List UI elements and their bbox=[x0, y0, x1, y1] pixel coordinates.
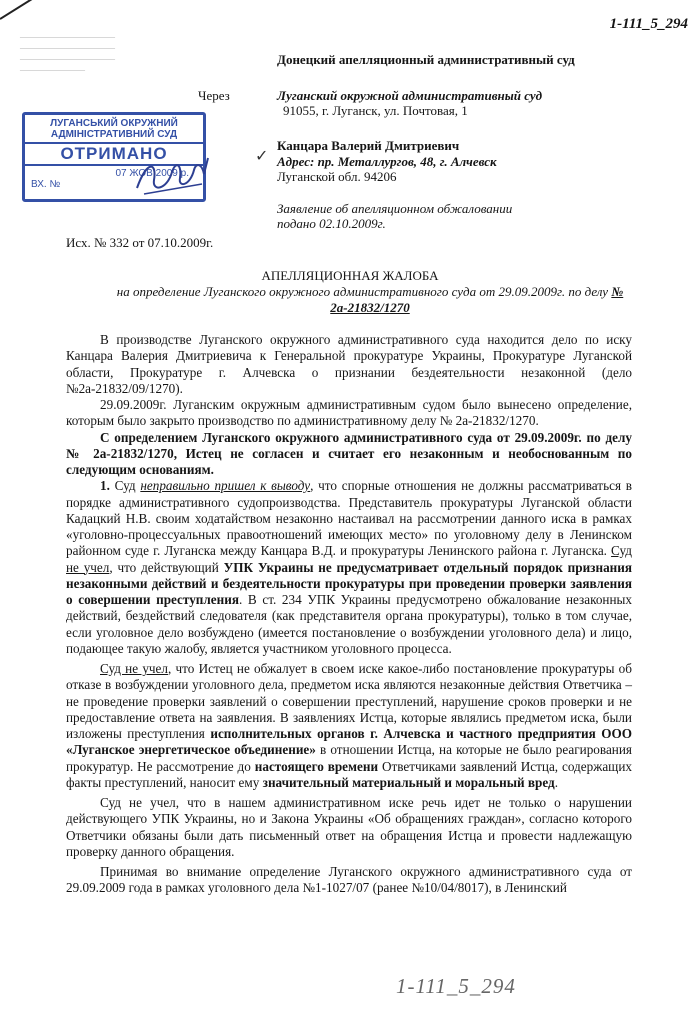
outgoing-number: Исх. № 332 от 07.10.2009г. bbox=[66, 235, 214, 250]
court-address: 91055, г. Луганск, ул. Почтовая, 1 bbox=[283, 103, 468, 118]
stamp-received-label: ОТРИМАНО bbox=[25, 142, 203, 166]
paragraph: 29.09.2009г. Луганским окружным административным судом было вынесено определение, которым было закрыто производство по административному делу № 2а-21832/1270. bbox=[66, 397, 632, 429]
faded-line: ___________________ bbox=[20, 50, 115, 61]
handwritten-signature bbox=[132, 150, 212, 200]
first-instance-court-name: Луганский окружной административный суд bbox=[277, 88, 543, 103]
paragraph-argument-2: Суд не учел, что Истец не обжалует в своем иске какое-либо постановление прокуратуры об отказе в возбуждении уголовного дела, предметом иска являются незаконные действия Ответчика – не проведение проверки заявлений о совершении преступлений, нарушение сроков проверки и не предоставление ответа на заявления. В заявлениях Истца, которые являлись предметом иска, были изложены преступления исполнительных органов г. Алчевска и частного предприятия ООО «Луганское энергетическое объединение» в отношении Истца, на которые не было реагирования прокуратур. Не рассмотрение до настоящего времени Ответчиками заявлений Истца, содержащих факты преступлений, наносит ему значительный материальный и моральный вред. bbox=[66, 661, 632, 790]
applicant-region: Луганской обл. 94206 bbox=[277, 169, 397, 184]
via-label: Через bbox=[198, 88, 230, 103]
stamp-line: ЛУГАНСЬКИЙ ОКРУЖНИЙ bbox=[50, 118, 178, 129]
stamp-line: АДМІНІСТРАТИВНИЙ СУД bbox=[50, 129, 178, 140]
pen-stroke-mark bbox=[0, 0, 34, 20]
faded-line: ___________________ bbox=[20, 39, 115, 50]
faded-line: _____________ bbox=[20, 61, 85, 72]
filing-note: Заявление об апелляционном обжаловании bbox=[277, 201, 513, 216]
paragraph: В производстве Луганского окружного административного суда находится дело по иску Канцара Валерия Дмитриевича к Генеральной прокуратуре Украины, Прокуратуре Луганской области, Прокуратуре г. Алчевска о признании бездеятельности незаконной (дело №2а-21832/09/1270). bbox=[66, 332, 632, 396]
document-title: АПЕЛЛЯЦИОННАЯ ЖАЛОБА bbox=[261, 268, 439, 283]
document-body bbox=[66, 332, 632, 897]
appeal-court-name: Донецкий апелляционный административный суд bbox=[277, 52, 575, 67]
paragraph: Суд не учел, что в нашем административном иске речь идет не только о нарушении действующего УПК Украины, но и Закона Украины «Об обращениях граждан», согласно которого Ответчики обязаны были дать письменный ответ на обращения Истца и провести надлежащую проверку данного обращения. bbox=[66, 795, 632, 859]
paragraph-argument-1: 1. Суд неправильно пришел к выводу, что спорные отношения не должны рассматриваться в порядке административного судопроизводства. Представитель прокуратуры Луганской области Кадацкий Н.В. своим ходатайством незаконно настаивал на рассмотрении данного иска в рамках «уголовно-процессуальных правоотношений имеющих место» по уголовному делу в Ленинском районном суде г. Луганска между Канцара В.Д. и прокуратуры Ленинского района г. Луганска. Суд не учел, что действующий УПК Украины не предусматривает отдельный порядок признания незаконными действий и бездеятельности прокуратуры при проведении проверки заявления о совершении преступления. В ст. 234 УПК Украины предусмотрено обжалование незаконных действий, бездействий следователя (как представителя органа прокуратуры), только в том случае, если уголовное дело возбуждено (имеется постановление о возбуждении уголовного дела) и лицо, подающее такую жалобу, является участником уголовного процесса. bbox=[66, 478, 633, 656]
paragraph: Принимая во внимание определение Луганского окружного административного суда от 29.09.2009 года в рамках уголовного дела №1-1027/07 (ранее №10/04/8017), в Ленинский bbox=[66, 864, 632, 896]
subtitle-text: на определение Луганского окружного административного суда от 29.09.2009г. по делу bbox=[116, 284, 612, 299]
applicant-name: Канцара Валерий Дмитриевич bbox=[277, 138, 460, 153]
paragraph-disagreement: С определением Луганского окружного административного суда от 29.09.2009г. по делу № 2а-21832/1270, Истец не согласен и считает его незаконным и необоснованным по следующим основаниям. bbox=[66, 429, 632, 477]
applicant-address: Адрес: пр. Металлургов, 48, г. Алчевск bbox=[277, 154, 497, 169]
check-mark: ✓ bbox=[255, 148, 269, 165]
filing-date-note: подано 02.10.2009г. bbox=[277, 216, 386, 231]
stamp-date: 07 ЖОВ 2009 р. bbox=[115, 168, 189, 179]
document-subtitle bbox=[110, 284, 630, 316]
stamp-incoming-number: ВХ. № bbox=[31, 179, 61, 190]
document-number: 1-111_5_294 bbox=[609, 16, 688, 32]
faded-background-text bbox=[20, 28, 210, 72]
case-number: № 2а-21832/1270 bbox=[330, 284, 624, 315]
faded-line: ___________________ bbox=[20, 28, 115, 39]
handwritten-page-number: 1-111_5_294 bbox=[396, 974, 516, 998]
